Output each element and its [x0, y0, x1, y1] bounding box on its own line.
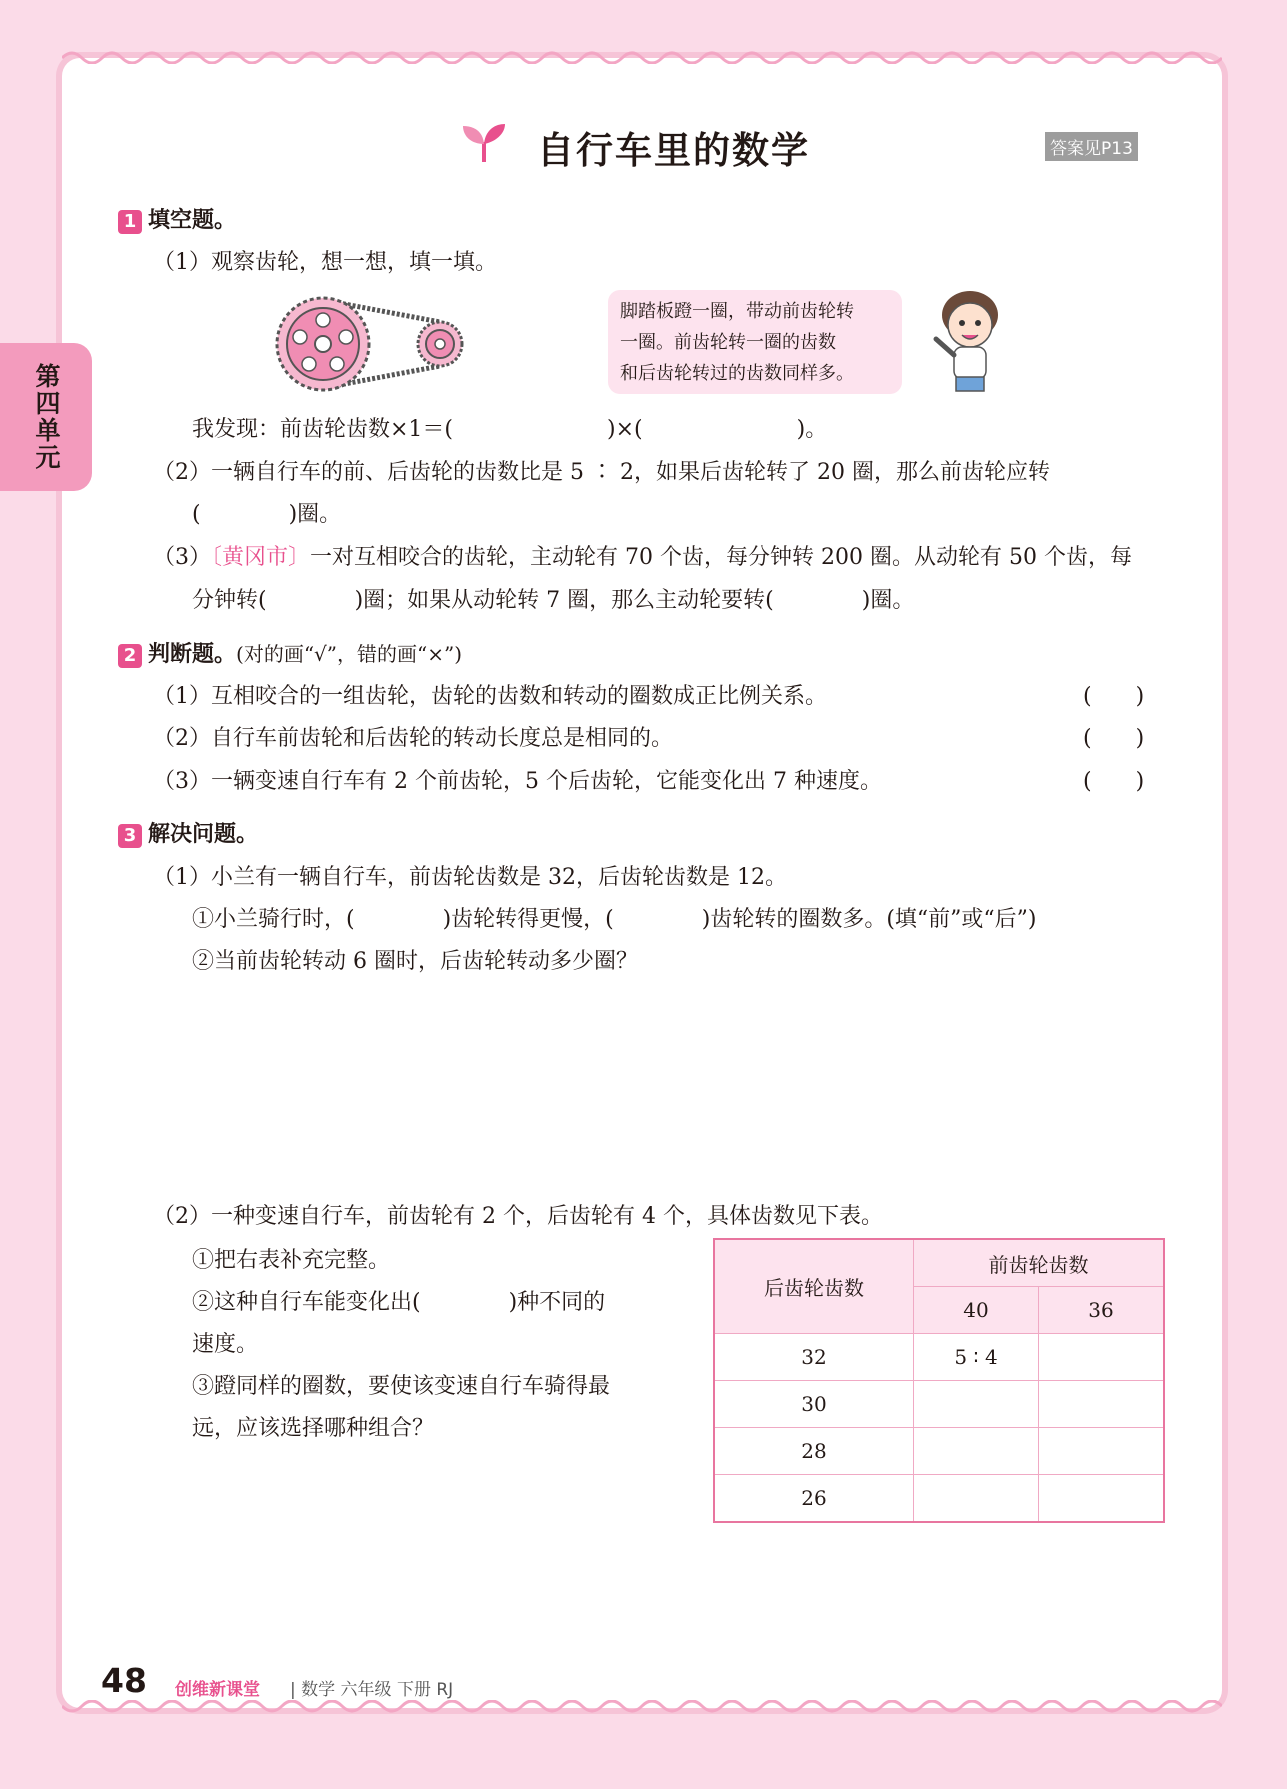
s3-question-2c-line-1: ③蹬同样的圈数，要使该变速自行车骑得最: [192, 1374, 611, 1399]
table-row: [714, 1475, 1164, 1523]
s2-item-1: （1）互相咬合的一组齿轮，齿轮的齿数和转动的圈数成正比例关系。: [153, 684, 827, 709]
ratio-cell[interactable]: [914, 1428, 1039, 1475]
sprout-icon: [461, 122, 507, 164]
ratio-cell[interactable]: [1039, 1381, 1165, 1428]
gear-ratio-table: [713, 1238, 1165, 1523]
unit-label: 第四单元: [32, 363, 61, 471]
section-2-title: 判断题。: [148, 642, 237, 667]
unit-side-tab: [0, 343, 92, 491]
front-gear-header: 前齿轮齿数: [914, 1239, 1165, 1287]
ratio-cell[interactable]: 5 ∶ 4: [914, 1334, 1039, 1381]
section-1-number: 1: [118, 210, 142, 234]
section-1-heading: [118, 203, 236, 234]
rear-value: 28: [714, 1428, 914, 1475]
rear-value: 30: [714, 1381, 914, 1428]
ratio-cell[interactable]: [1039, 1428, 1165, 1475]
s1-question-3-line-2: 分钟转( )圈；如果从动轮转 7 圈，那么主动轮要转( )圈。: [192, 588, 915, 613]
table-row: [714, 1428, 1164, 1475]
hint-line-2: 一圈。前齿轮转一圈的齿数: [620, 332, 836, 353]
rear-value: 32: [714, 1334, 914, 1381]
s1-q3-text: 一对互相咬合的齿轮，主动轮有 70 个齿，每分钟转 200 圈。从动轮有 50 个齿，每: [310, 545, 1132, 570]
footer-brand: 创维新课堂: [175, 1680, 260, 1700]
top-wave-border: [62, 46, 1222, 64]
s2-item-3: （3）一辆变速自行车有 2 个前齿轮，5 个后齿轮，它能变化出 7 种速度。: [153, 769, 882, 794]
s1-discover-fill: 我发现：前齿轮齿数×1＝( )×( )。: [192, 417, 828, 442]
s1-question-2-line-1: （2）一辆自行车的前、后齿轮的齿数比是 5 ∶ 2，如果后齿轮转了 20 圈，那么前齿轮应转: [153, 460, 1050, 485]
s3-question-1b: ②当前齿轮转动 6 圈时，后齿轮转动多少圈？: [192, 949, 638, 974]
front-value-2: 36: [1039, 1287, 1165, 1334]
s3-question-2b-line-1: ②这种自行车能变化出( )种不同的: [192, 1290, 606, 1315]
ratio-cell[interactable]: [914, 1475, 1039, 1523]
hint-line-1: 脚踏板蹬一圈，带动前齿轮转: [620, 301, 854, 322]
section-2-note: (对的画“√”，错的画“×”): [236, 642, 463, 666]
s1-question-2-line-2: ( )圈。: [192, 502, 342, 527]
region-tag: 〔黄冈市〕: [211, 545, 311, 570]
table-row: [714, 1381, 1164, 1428]
s1-question-1: （1）观察齿轮，想一想，填一填。: [153, 250, 497, 275]
section-2-heading: [118, 637, 462, 668]
s1-q3-prefix: （3）: [153, 545, 211, 570]
s3-question-1a: ①小兰骑行时，( )齿轮转得更慢，( )齿轮转的圈数多。(填“前”或“后”): [192, 907, 1037, 932]
s2-answer-paren-1[interactable]: ( ): [1083, 684, 1145, 709]
section-3-number: 3: [118, 824, 142, 848]
ratio-cell[interactable]: [1039, 1334, 1165, 1381]
boy-character-illustration: [930, 285, 1010, 400]
ratio-cell[interactable]: [914, 1381, 1039, 1428]
s3-question-1: （1）小兰有一辆自行车，前齿轮齿数是 32，后齿轮齿数是 12。: [153, 865, 787, 890]
s3-question-2b-line-2: 速度。: [192, 1332, 259, 1357]
section-1-title: 填空题。: [148, 208, 237, 233]
rear-gear-header: 后齿轮齿数: [714, 1239, 914, 1334]
s1-question-3-line-1: [153, 540, 1132, 571]
section-2-number: 2: [118, 644, 142, 668]
s3-question-2a: ①把右表补充完整。: [192, 1248, 391, 1273]
rear-value: 26: [714, 1475, 914, 1523]
page-number: 48: [101, 1661, 147, 1700]
answer-reference-badge: 答案见P13: [1045, 132, 1138, 161]
front-value-1: 40: [914, 1287, 1039, 1334]
table-row: [714, 1334, 1164, 1381]
hint-speech-bubble: [608, 290, 902, 394]
section-3-title: 解决问题。: [148, 822, 259, 847]
s3-question-2: （2）一种变速自行车，前齿轮有 2 个，后齿轮有 4 个，具体齿数见下表。: [153, 1204, 883, 1229]
bottom-wave-border: [62, 1700, 1222, 1718]
page-title: 自行车里的数学: [537, 129, 810, 172]
footer-book-info: | 数学 六年级 下册 RJ: [290, 1680, 454, 1700]
hint-line-3: 和后齿轮转过的齿数同样多。: [620, 363, 854, 384]
s2-answer-paren-3[interactable]: ( ): [1083, 769, 1145, 794]
section-3-heading: [118, 817, 258, 848]
s2-item-2: （2）自行车前齿轮和后齿轮的转动长度总是相同的。: [153, 726, 673, 751]
bicycle-gear-chain-illustration: [265, 290, 475, 398]
ratio-cell[interactable]: [1039, 1475, 1165, 1523]
s3-question-2c-line-2: 远，应该选择哪种组合？: [192, 1416, 435, 1441]
s2-answer-paren-2[interactable]: ( ): [1083, 726, 1145, 751]
